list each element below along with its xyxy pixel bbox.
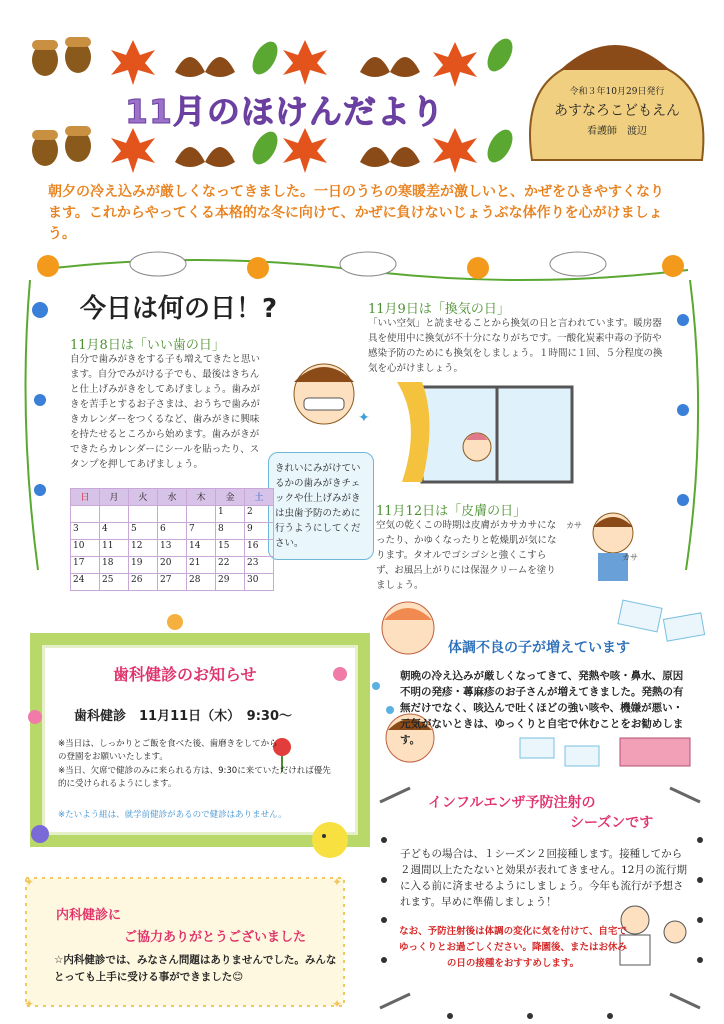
dental-note-2: ※当日、欠席で健診のみに来られる方は、9:30に来ていただければ優先的に受けられるようにします。 <box>58 766 331 789</box>
chick-icon <box>312 822 348 858</box>
calendar <box>70 488 274 591</box>
calendar-row: 10 11 12 13 14 15 16 <box>71 540 274 557</box>
svg-text:✦: ✦ <box>332 997 343 1011</box>
acorn-icon <box>32 37 91 76</box>
dental-frame-decoration <box>20 612 360 862</box>
nov8-title: 11月8日は「いい歯の日」 <box>70 338 225 353</box>
author: 看護師 渡辺 <box>587 126 647 137</box>
issue-date: 令和３年10月29日発行 <box>569 87 665 97</box>
calendar-row: 3 4 5 6 7 8 9 <box>71 523 274 540</box>
cloud-icon <box>130 252 606 276</box>
internal-body: ☆内科健診では、みなさん問題はありませんでした。みんなとっても上手に受ける事ができました😊 <box>54 954 337 983</box>
svg-text:✦: ✦ <box>358 410 370 426</box>
dental-note-3: ※たいよう組は、就学前健診があるので健診はありません。 <box>58 810 287 820</box>
calendar-header-row: 日 月 火 水 木 金 土 <box>71 489 274 506</box>
nov8-body: 自分で歯みがきをする子も増えてきたと思います。自分でみがける子でも、最後はきちんと仕上げみがきをしてあげましょう。歯みがきを苦手とするお子さまは、おうちで歯みがきカレンダーをつくるなど、歯みがきに興味を持たせるところから始めます。歯みがきができたらカレンダーにシールを貼ったり、スタンプを押してあげましょう。 <box>70 354 261 470</box>
maple-leaf-icon <box>111 128 477 173</box>
internal-title-2: ご協力ありがとうございました <box>124 930 307 945</box>
crying-child-icon <box>382 602 434 654</box>
svg-text:✦: ✦ <box>332 875 343 889</box>
page-title: 11月のほけんだより <box>125 92 445 131</box>
nov12-title: 11月12日は「皮膚の日」 <box>376 504 527 519</box>
dental-date: 歯科健診 11月11日（木） 9:30～ <box>74 709 293 724</box>
window-ventilation-illustration <box>392 382 582 492</box>
sick-title: 体調不良の子が増えています <box>448 640 630 656</box>
today-heading: 今日は何の日！? <box>80 294 278 324</box>
dental-note-1: ※当日は、しっかりとご飯を食べた後、歯磨きをしてからの登園をお願いいたします。 <box>58 739 278 762</box>
nov9-title: 11月9日は「換気の日」 <box>368 302 510 317</box>
calendar-row: 24 25 26 27 28 29 30 <box>71 574 274 591</box>
issuer-box <box>527 54 707 162</box>
flu-title-1: インフルエンザ予防注射の <box>428 795 596 811</box>
child-scratching-illustration <box>568 505 663 585</box>
flu-title-2: シーズンです <box>570 815 654 831</box>
internal-title-1: 内科健診に <box>56 908 122 923</box>
svg-text:✦: ✦ <box>24 875 35 889</box>
drop-icon <box>372 682 394 714</box>
sick-body: 朝晩の冷え込みが厳しくなってきて、発熱や咳・鼻水、原因不明の発疹・蕁麻疹のお子さんが増えてきました。発熱の有無だけでなく、咳込んで吐くほどの強い咳や、機嫌が悪い・元気がないときは、ゆっくりと自宅で休むことをお勧めします。 <box>400 670 684 746</box>
calendar-row: 17 18 19 20 21 22 23 <box>71 557 274 574</box>
kasa-text-1: カサ <box>566 521 582 530</box>
doctor-icon <box>620 906 686 965</box>
flu-body: 子どもの場合は、１シーズン２回接種します。接種してから２週間以上たたないと効果が表れてきません。12月の流行期に入る前に済ませるようにしましょう。今年も流行が予想されます。早めに準備しましょう！ <box>400 848 687 908</box>
intro-text: 朝夕の冷え込みが厳しくなってきました。一日のうちの寒暖差が激しいと、かぜをひきやすくなります。これからやってくる本格的な冬に向けて、かぜに負けないじょうぶな体作りを心がけましょう。 <box>48 184 664 242</box>
flu-note: なお、予防注射後は体調の変化に気を付けて、自宅でゆっくりとお過ごしください。降園後、またはお休みの日の接種をおすすめします。 <box>399 926 627 969</box>
tooth-brushing-tip-bubble: きれいにみがけているかの歯みがきチェックや仕上げみがきは虫歯予防のために行うようにしてください。 <box>268 452 374 560</box>
nov9-body: 「いい空気」と読ませることから換気の日と言われています。暖房器具を使用中に換気が不十分になりがちです。一酸化炭素中毒の予防や感染予防のためにも換気をしましょう。１時間に１回、５分程度の換気を心がけましょう。 <box>368 318 663 374</box>
calendar-row: 1 2 <box>71 506 274 523</box>
svg-text:✦: ✦ <box>24 997 35 1011</box>
child-smile-illustration <box>282 352 372 432</box>
acorn-icon <box>32 126 91 166</box>
kasa-text-2: カサ <box>622 553 638 562</box>
maple-leaf-icon <box>111 40 477 87</box>
dental-title: 歯科健診のお知らせ <box>113 665 257 684</box>
nov12-body: 空気の乾くこの時期は皮膚がカサカサになったり、かゆくなったりと乾燥肌が気になります。タオルでゴシゴシと強くこすらず、お風呂上がりには保湿クリームを塗りましょう。 <box>376 520 557 591</box>
org-name: あすなろこどもえん <box>554 103 680 119</box>
